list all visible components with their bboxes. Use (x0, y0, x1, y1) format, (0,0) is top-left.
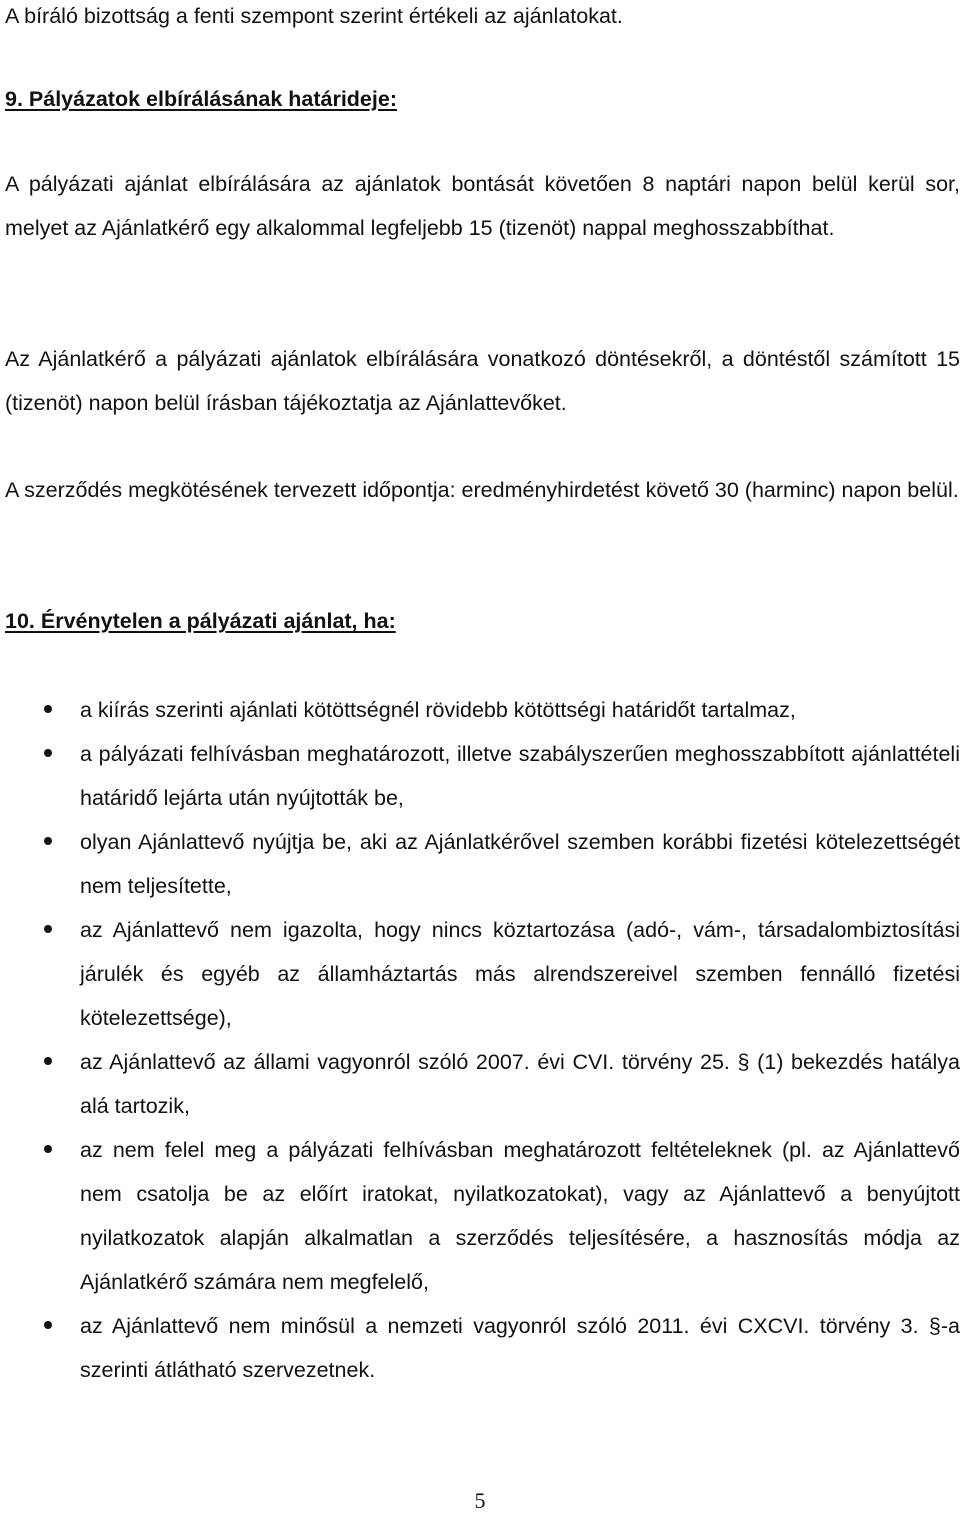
invalid-conditions-list (0, 688, 960, 1392)
bullet-icon (44, 1321, 52, 1329)
bullet-icon (44, 705, 52, 713)
list-item (0, 1040, 960, 1128)
section-10-heading: 10. Érvénytelen a pályázati ajánlat, ha: (5, 609, 396, 633)
bullet-icon (44, 1145, 52, 1153)
list-item (0, 732, 960, 820)
contract-paragraph: A szerződés megkötésének tervezett időpontja: eredményhirdetést követő 30 (harminc) napon belül. (5, 478, 959, 502)
list-item-text: a pályázati felhívásban meghatározott, illetve szabályszerűen meghosszabbított ajánlattételi határidő lejárta után nyújtották be, (80, 742, 960, 810)
list-item (0, 1128, 960, 1304)
list-item-text: az Ajánlattevő nem igazolta, hogy nincs köztartozása (adó-, vám-, társadalombiztosítási járulék és egyéb az államháztartás más alrendszereivel szemben fennálló fizetési kötelezettsége), (80, 918, 960, 1030)
list-item (0, 820, 960, 908)
bullet-icon (44, 925, 52, 933)
list-item-text: az Ajánlattevő nem minősül a nemzeti vagyonról szóló 2011. évi CXCVI. törvény 3. §-a szerinti átlátható szervezetnek. (80, 1314, 960, 1382)
notification-paragraph: Az Ajánlatkérő a pályázati ajánlatok elbírálására vonatkozó döntésekről, a döntéstől számított 15 (tizenöt) napon belül írásban tájékoztatja az Ajánlattevőket. (5, 347, 960, 415)
intro-paragraph: A bíráló bizottság a fenti szempont szerint értékeli az ajánlatokat. (5, 4, 623, 28)
list-item-text: a kiírás szerinti ajánlati kötöttségnél rövidebb kötöttségi határidőt tartalmaz, (80, 698, 796, 722)
list-item-text: olyan Ajánlattevő nyújtja be, aki az Ajánlatkérővel szemben korábbi fizetési kötelezettségét nem teljesítette, (80, 830, 960, 898)
section-9-heading: 9. Pályázatok elbírálásának határideje: (5, 87, 397, 111)
bullet-icon (44, 749, 52, 757)
list-item (0, 908, 960, 1040)
list-item (0, 1304, 960, 1392)
list-item-text: az nem felel meg a pályázati felhívásban meghatározott feltételeknek (pl. az Ajánlattevő nem csatolja be az előírt iratokat, nyilatkozatokat), vagy az Ajánlattevő a benyújtott nyilatkozatok alapján alkalmatlan a szerződés teljesítésére, a hasznosítás módja az Ajánlatkérő számára nem megfelelő, (80, 1138, 960, 1294)
deadline-paragraph: A pályázati ajánlat elbírálására az ajánlatok bontását követően 8 naptári napon belül kerül sor, melyet az Ajánlatkérő egy alkalommal legfeljebb 15 (tizenöt) nappal meghosszabbíthat. (5, 172, 960, 240)
bullet-icon (44, 1057, 52, 1065)
bullet-icon (44, 837, 52, 845)
list-item-text: az Ajánlattevő az állami vagyonról szóló 2007. évi CVI. törvény 25. § (1) bekezdés hatálya alá tartozik, (80, 1050, 960, 1118)
page-number: 5 (474, 1488, 486, 1513)
list-item (0, 688, 960, 732)
